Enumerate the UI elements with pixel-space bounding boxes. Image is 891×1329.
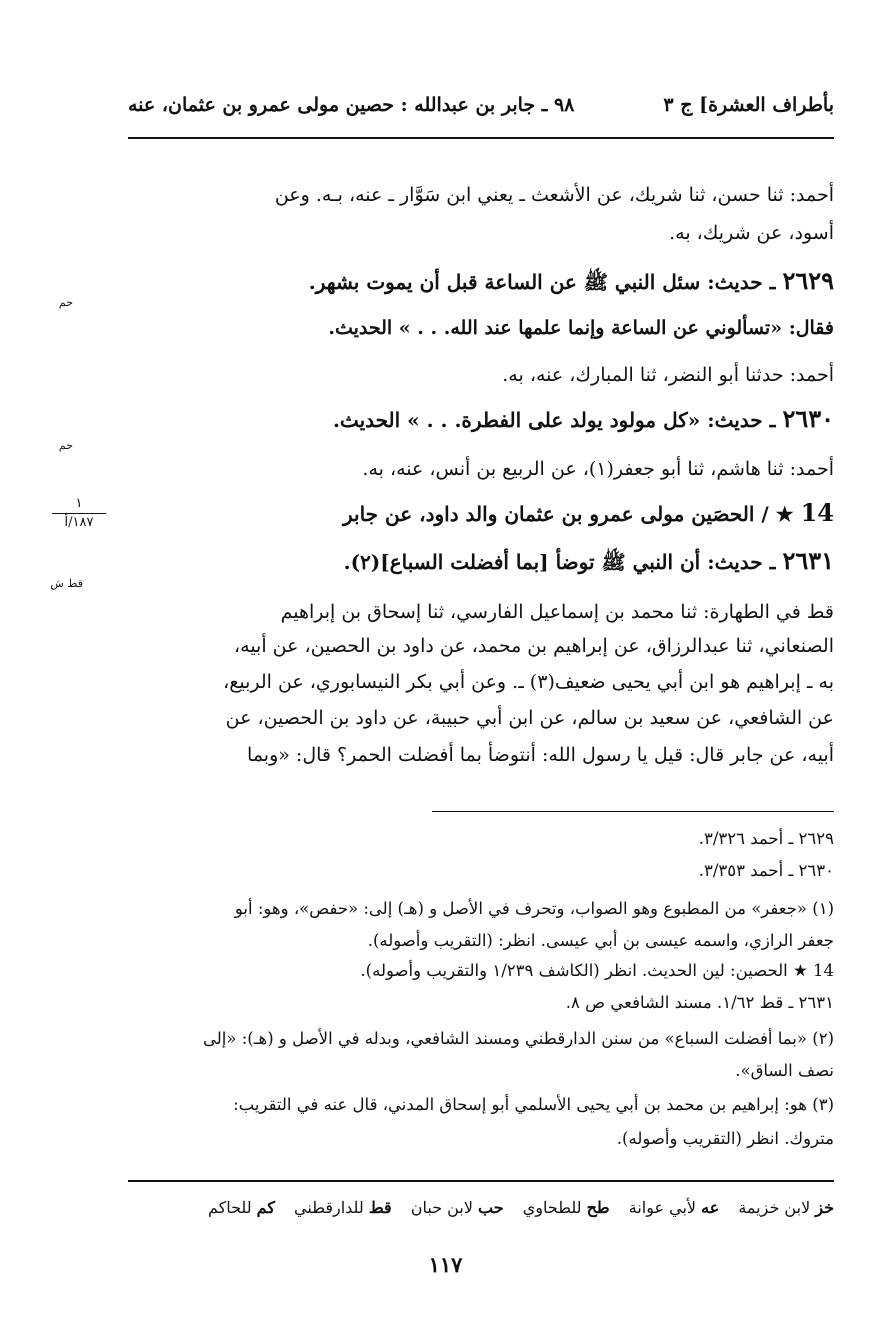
- narrator-number: 14: [800, 498, 834, 527]
- body-line: أحمد: ثنا حسن، ثنا شريك، عن الأشعث ـ يعني ابن سَوَّار ـ عنه، بـه. وعن: [274, 184, 834, 206]
- body-line: أبيه، عن جابر قال: قيل يا رسول الله: أنتوضأ بما أفضلت الحمر؟ قال: «وبما: [247, 744, 834, 766]
- footnote-line: (١) «جعفر» من المطبوع وهو الصواب، وتحرف في الأصل و (هـ) إلى: «حفص»، وهو: أبو: [234, 899, 834, 918]
- margin-folio-bottom: ١٨٧/أ: [64, 515, 94, 530]
- hadith-text: ـ حديث: سئل النبي ﷺ عن الساعة قبل أن يموت بشهر.: [308, 270, 776, 294]
- body-line: عن الشافعي، عن سعيد بن سالم، عن ابن أبي حبيبة، عن داود بن الحصين، عن: [225, 707, 834, 729]
- hadith-siglum: حم: [58, 439, 73, 452]
- hadith-siglum: حم: [58, 296, 73, 309]
- footnote-line: نصف الساق».: [735, 1061, 834, 1080]
- abbr-code: طح: [586, 1198, 610, 1217]
- body-line: فقال: «تسألوني عن الساعة وإنما علمها عند الله. . . » الحديث.: [328, 317, 834, 339]
- body-line: الصنعاني، ثنا عبدالرزاق، عن إبراهيم بن محمد، عن داود بن الحصين، عن أبيه،: [234, 635, 834, 657]
- footnote-line: ٢٦٣٠ ـ أحمد ٣/٣٥٣.: [698, 861, 834, 880]
- body-line: أحمد: حدثنا أبو النضر، ثنا المبارك، عنه، به.: [502, 364, 834, 386]
- header-rule: [128, 137, 834, 139]
- abbreviations-legend: [128, 1196, 834, 1220]
- abbr-item: [629, 1198, 720, 1217]
- footnote-line: (٢) «بما أفضلت السباع» من سنن الدارقطني ومسند الشافعي، وبدله في الأصل و (هـ): «إلى: [203, 1029, 834, 1048]
- margin-folio-top: ١: [75, 496, 83, 511]
- hadith-number: ٢٦٢٩: [782, 266, 834, 295]
- abbr-item: [411, 1198, 504, 1217]
- abbr-item: [294, 1198, 392, 1217]
- body-line: أحمد: ثنا هاشم، ثنا أبو جعفر(١)، عن الربيع بن أنس، عنه، به.: [362, 458, 834, 480]
- abbreviations-rule: [128, 1180, 834, 1182]
- hadith-2630: [128, 404, 834, 435]
- footnote-line: ٢٦٢٩ ـ أحمد ٣/٣٢٦.: [698, 829, 834, 848]
- hadith-text: ـ حديث: «كل مولود يولد على الفطرة. . . » الحديث.: [332, 408, 776, 432]
- hadith-text: ـ حديث: أن النبي ﷺ توضأ [بما أفضلت السباع](٢).: [343, 550, 776, 574]
- header-book-title: بأطراف العشرة] ج ٣: [663, 94, 834, 116]
- body-line: قط في الطهارة: ثنا محمد بن إسماعيل الفارسي، ثنا إسحاق بن إبراهيم: [280, 601, 834, 623]
- abbr-name: لابن خزيمة: [738, 1198, 811, 1217]
- abbr-code: حب: [478, 1198, 504, 1217]
- margin-folio-bar: [52, 513, 106, 514]
- abbr-name: للحاكم: [207, 1198, 252, 1217]
- abbr-code: عه: [701, 1198, 720, 1217]
- footnote-line: (٣) هو: إبراهيم بن محمد بن أبي يحيى الأسلمي أبو إسحاق المدني، قال عنه في التقريب:: [233, 1095, 834, 1114]
- header-chapter-title: ٩٨ ـ جابر بن عبدالله : حصين مولى عمرو بن عثمان، عنه: [128, 94, 575, 116]
- abbr-code: قط: [368, 1198, 392, 1217]
- hadith-siglum: قط ش: [50, 577, 83, 590]
- abbr-name: لأبي عوانة: [628, 1198, 697, 1217]
- abbr-name: للطحاوي: [522, 1198, 582, 1217]
- running-header: [128, 88, 834, 128]
- hadith-number: ٢٦٣١: [782, 546, 834, 575]
- abbr-item: [523, 1198, 610, 1217]
- abbr-code: خز: [815, 1198, 834, 1217]
- abbr-item: [208, 1198, 275, 1217]
- margin-folio-ref: [52, 496, 106, 531]
- narrator-name: / الحصَين مولى عمرو بن عثمان والد داود، عن جابر: [342, 502, 769, 526]
- hadith-number: ٢٦٣٠: [782, 404, 834, 433]
- abbr-code: كم: [256, 1198, 275, 1217]
- abbr-name: للدارقطني: [294, 1198, 364, 1217]
- body-line: أسود، عن شريك، به.: [669, 222, 834, 244]
- footnote-line: ٢٦٣١ ـ قط ١/٦٢. مسند الشافعي ص ٨.: [565, 993, 834, 1012]
- footnote-line: متروك. انظر (التقريب وأصوله).: [616, 1129, 834, 1148]
- narrator-heading: [128, 498, 834, 529]
- footnotes-rule: [432, 811, 834, 812]
- body-line: به ـ إبراهيم هو ابن أبي يحيى ضعيف(٣) ـ. وعن أبي بكر النيسابوري، عن الربيع،: [223, 671, 834, 693]
- hadith-2629: [128, 266, 834, 297]
- abbr-item: [738, 1198, 834, 1217]
- hadith-2631: [128, 546, 834, 577]
- footnote-line: 14 ★ الحصين: لين الحديث. انظر (الكاشف ١/٢٣٩ والتقريب وأصوله).: [360, 961, 834, 980]
- page-number: ١١٧: [428, 1252, 463, 1277]
- footnote-line: جعفر الرازي، واسمه عيسى بن أبي عيسى. انظر: (التقريب وأصوله).: [367, 931, 834, 950]
- star-icon: ★: [775, 502, 794, 526]
- abbr-name: لابن حبان: [410, 1198, 473, 1217]
